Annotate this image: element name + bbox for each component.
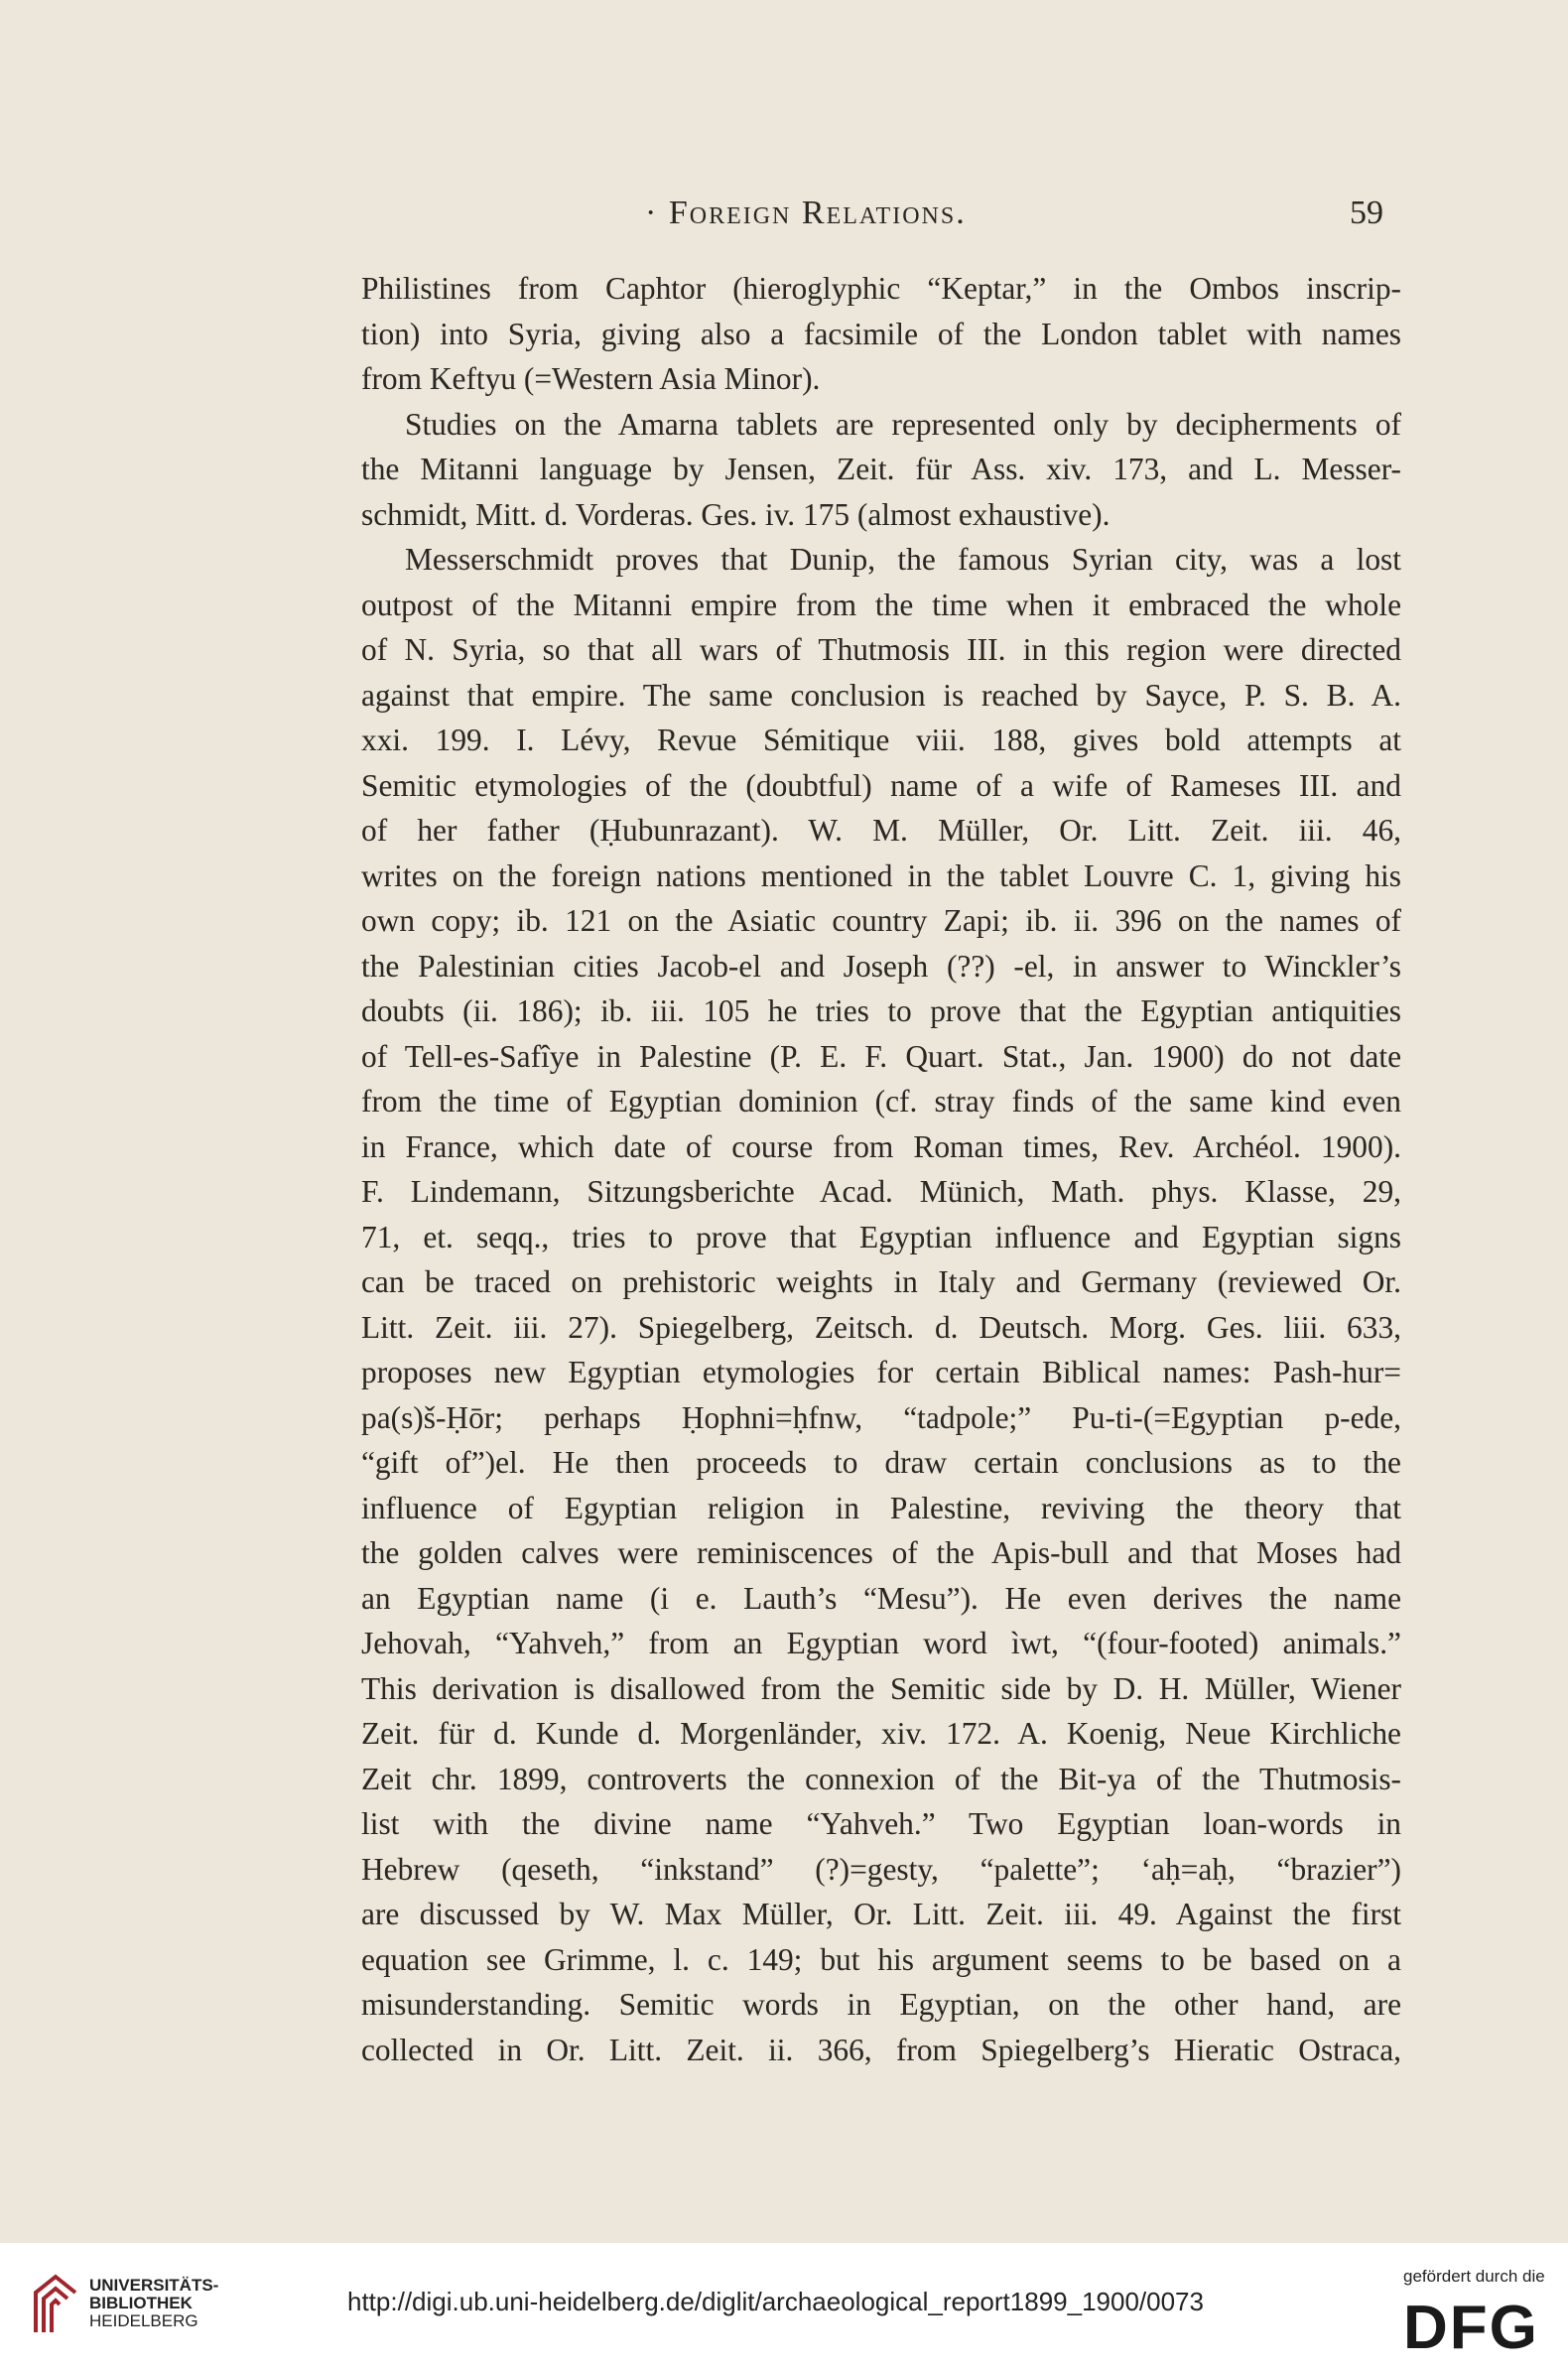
paragraph-3 [361, 537, 1401, 2072]
digitization-footer [0, 2243, 1568, 2370]
page-number: 59 [1350, 195, 1383, 231]
text-line: Philistines from Caphtor (hieroglyphic “Keptar,” in the Ombos inscrip- [361, 271, 1401, 306]
funded-by-label: gefördert durch die [1403, 2267, 1545, 2286]
text-line: an Egyptian name (i e. Lauth’s “Mesu”). He even derives the name [361, 1580, 1401, 1616]
text-line: against that empire. The same conclusion is reached by Sayce, P. S. B. A. [361, 677, 1401, 713]
text-line: proposes new Egyptian etymologies for certain Biblical names: Pash-hur= [361, 1355, 1401, 1389]
page-header [0, 195, 1568, 244]
text-line: Semitic etymologies of the (doubtful) name of a wife of Rameses III. and [361, 767, 1401, 803]
text-line: from Keftyu (=Western Asia Minor). [361, 361, 821, 396]
text-line: 71, et. seqq., tries to prove that Egyptian influence and Egyptian signs [361, 1219, 1401, 1254]
text-line: This derivation is disallowed from the Semitic side by D. H. Müller, Wiener [361, 1670, 1401, 1706]
text-line: equation see Grimme, l. c. 149; but his argument seems to be based on a [361, 1941, 1401, 1977]
text-line: the Palestinian cities Jacob-el and Joseph (??) -el, in answer to Winckler’s [361, 948, 1401, 984]
text-line: outpost of the Mitanni empire from the time when it embraced the whole [361, 587, 1401, 622]
text-line: Litt. Zeit. iii. 27). Spiegelberg, Zeitsch. d. Deutsch. Morg. Ges. liii. 633, [361, 1309, 1401, 1345]
text-line: pa(s)š-Ḥōr; perhaps Ḥophni=ḥfnw, “tadpole;” Pu-ti-(=Egyptian p-ede, [361, 1399, 1401, 1435]
text-line: Messerschmidt proves that Dunip, the famous Syrian city, was a lost [405, 542, 1401, 577]
text-line: of her father (Ḥubunrazant). W. M. Müller, Or. Litt. Zeit. iii. 46, [361, 813, 1401, 848]
text-line: schmidt, Mitt. d. Vorderas. Ges. iv. 175 (almost exhaustive). [361, 496, 1111, 532]
text-line: Hebrew (qeseth, “inkstand” (?)=gesty, “palette”; ‘aḥ=aḥ, “brazier”) [361, 1851, 1401, 1887]
text-line: writes on the foreign nations mentioned in the tablet Louvre C. 1, giving his [361, 857, 1401, 893]
text-line: xxi. 199. I. Lévy, Revue Sémitique viii. 188, gives bold attempts at [361, 723, 1401, 757]
text-line: of Tell-es-Safîye in Palestine (P. E. F. Quart. Stat., Jan. 1900) do not date [361, 1038, 1401, 1074]
paragraph-2 [361, 402, 1401, 538]
text-line: are discussed by W. Max Müller, Or. Litt. Zeit. iii. 49. Against the first [361, 1897, 1401, 1931]
library-logo-icon [32, 2273, 79, 2336]
text-line: Jehovah, “Yahveh,” from an Egyptian word ìwt, “(four-footed) animals.” [361, 1626, 1401, 1660]
text-line: Studies on the Amarna tablets are represented only by decipherments of [405, 406, 1401, 442]
text-line: influence of Egyptian religion in Palestine, reviving the theory that [361, 1490, 1401, 1525]
text-line: F. Lindemann, Sitzungsberichte Acad. Münich, Math. phys. Klasse, 29, [361, 1174, 1401, 1209]
paragraph-1 [361, 266, 1401, 402]
text-line: of N. Syria, so that all wars of Thutmosis III. in this region were directed [361, 632, 1401, 667]
text-line: in France, which date of course from Roman times, Rev. Archéol. 1900). [361, 1128, 1401, 1164]
text-line: Zeit. für d. Kunde d. Morgenländer, xiv. 172. A. Koenig, Neue Kirchliche [361, 1716, 1401, 1751]
text-line: list with the divine name “Yahveh.” Two Egyptian loan-words in [361, 1806, 1401, 1841]
running-head: · Foreign Relations. [645, 195, 967, 231]
text-line: the Mitanni language by Jensen, Zeit. für Ass. xiv. 173, and L. Messer- [361, 452, 1401, 486]
text-line: tion) into Syria, giving also a facsimile of the London tablet with names [361, 316, 1401, 351]
source-url-link[interactable]: http://digi.ub.uni-heidelberg.de/diglit/archaeological_report1899_1900/0073 [347, 2287, 1204, 2316]
text-line: Zeit chr. 1899, controverts the connexion of the Bit-ya of the Thutmosis- [361, 1761, 1401, 1796]
library-name: UNIVERSITÄTS- BIBLIOTHEK HEIDELBERG [89, 2276, 219, 2330]
text-line: doubts (ii. 186); ib. iii. 105 he tries to prove that the Egyptian antiquities [361, 993, 1401, 1028]
text-line: from the time of Egyptian dominion (cf. stray finds of the same kind even [361, 1084, 1401, 1119]
text-line: the golden calves were reminiscences of the Apis-bull and that Moses had [361, 1535, 1401, 1570]
text-line: misunderstanding. Semitic words in Egyptian, on the other hand, are [361, 1987, 1401, 2022]
text-line: “gift of”)el. He then proceeds to draw certain conclusions as to the [361, 1445, 1401, 1480]
text-line: collected in Or. Litt. Zeit. ii. 366, from Spiegelberg’s Hieratic Ostraca, [361, 2032, 1401, 2067]
text-line: own copy; ib. 121 on the Asiatic country Zapi; ib. ii. 396 on the names of [361, 903, 1401, 938]
text-body [361, 266, 1401, 2072]
dfg-logo: DFG [1403, 2294, 1539, 2362]
text-line: can be traced on prehistoric weights in Italy and Germany (reviewed Or. [361, 1264, 1401, 1299]
